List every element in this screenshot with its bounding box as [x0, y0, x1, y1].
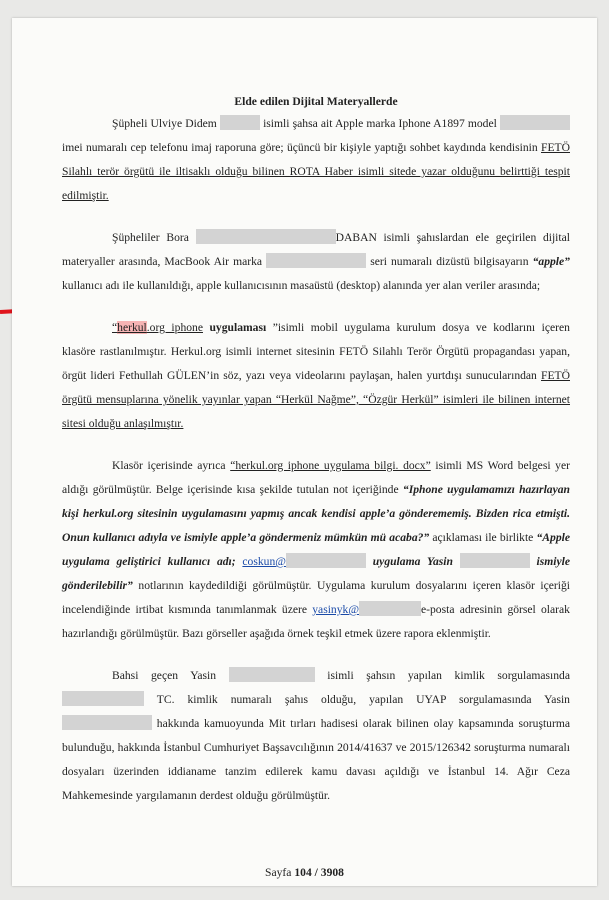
underlined-text: FETÖ Silahlı terör örgütü ile iltisaklı olduğu bilinen ROTA Haber isimli sitede yazar olduğunu belirttiği tespit edilmiştir. — [62, 141, 570, 202]
quoted-note: uygulama Yasin — [372, 555, 453, 568]
text: isimli şahsın yapılan kimlik sorgulamasında — [327, 669, 570, 682]
text: TC. kimlik numaralı şahıs olduğu, yapılan UYAP sorgulamasında Yasin — [156, 693, 570, 706]
redaction-block — [460, 553, 530, 568]
text: notlarının kaydedildiği görülmüştür. Uygulama kurulum dosyalarını içeren klasör içeriği incelendiğinde irtibat kısmında tanımlanmak üzere — [62, 579, 570, 616]
paragraph-4 — [62, 454, 570, 646]
text: Şüpheli Ulviye Didem — [112, 117, 217, 130]
redaction-block — [359, 601, 421, 616]
text: Klasör içerisinde ayrıca — [112, 459, 226, 472]
underlined-text: .org iphone — [146, 321, 203, 334]
section-title: Elde edilen Dijital Materyallerde — [234, 95, 398, 108]
document-page — [12, 18, 597, 886]
page-separator: / — [314, 866, 318, 879]
redaction-block — [229, 667, 315, 682]
text: açıklaması ile birlikte — [432, 531, 534, 544]
text: kullanıcı adı ile kullanıldığı, apple kullanıcısının masaüstü (desktop) alanında yer alan veriler arasında; — [62, 279, 541, 292]
page-footer — [12, 866, 597, 879]
text: ”isimli mobil uygulama kurulum dosya ve kodlarını içeren klasöre rastlanılmıştır. Herkul.org isimli internet sitesinin FETÖ Silahlı Terör Örgütü propagandası yapan, örgüt lideri Fethullah GÜLEN’in söz, yazı veya videolarını paylaşan, halen yurtdışı sunucularından — [62, 321, 570, 382]
text: imei numaralı cep telefonu imaj raporuna göre; üçüncü bir kişiyle yaptığı sohbet kaydında kendisinin — [62, 141, 538, 154]
quoted-note: “Apple uygulama geliştirici kullanıcı adı; — [62, 531, 570, 568]
redaction-block — [196, 229, 336, 244]
paragraph-5 — [62, 664, 570, 808]
filename-text: “herkul.org iphone uygulama bilgi. docx” — [230, 459, 431, 472]
redaction-block — [286, 553, 366, 568]
text: hakkında kamuoyunda Mit tırları hadisesi olarak bilinen olay kapsamında soruşturma bulunduğu, hakkında İstanbul Cumhuriyet Başsavcılığının 2014/41637 ve 2015/126342 soruşturma numaralı dosyaları üzerinden iddianame tanzim edilerek kamu davası açıldığı ve İstanbul 14. Ağır Ceza Mahkemesinde yargılamanın derdest olduğu görülmüştür. — [62, 717, 570, 802]
quote-mark: “ — [112, 321, 118, 334]
document-body — [62, 90, 570, 826]
page-number: 104 — [294, 866, 312, 879]
text: Bahsi geçen Yasin — [112, 669, 217, 682]
text: isimli MS Word belgesi yer aldığı görülmüştür. Belge içerisinde kısa şekilde tutulan not içeriğinde — [62, 459, 570, 496]
text: isimli şahsa ait Apple marka Iphone A1897 model — [263, 117, 497, 130]
quoted-note: ismiyle gönderilebilir” — [62, 555, 571, 592]
redaction-block — [62, 691, 144, 706]
text: Şüpheliler Bora — [112, 231, 189, 244]
paragraph-2 — [62, 226, 570, 298]
paragraph-3 — [62, 316, 570, 436]
email-link[interactable]: yasinyk@ — [312, 603, 359, 616]
redaction-block — [500, 115, 570, 130]
redaction-block — [62, 715, 152, 730]
redaction-block — [266, 253, 366, 268]
text: DABAN isimli şahıslardan ele geçirilen dijital materyaller arasında, MacBook Air marka — [62, 231, 570, 268]
email-link[interactable]: coskun@ — [242, 555, 286, 568]
footer-label: Sayfa — [265, 866, 292, 879]
highlighted-text: herkul — [117, 321, 147, 334]
total-pages: 3908 — [320, 866, 344, 879]
bold-text: uygulaması — [209, 321, 267, 334]
paragraph-1 — [62, 112, 570, 208]
quoted-note: “Iphone uygulamamızı hazırlayan kişi herkul.org sitesinin uygulamasını yapmış ancak kendisi apple’a gönderememiş. Bizden rica etmişti. Onun kullanıcı adıyla ve ismiyle apple’a göndermeniz mümkün mü acaba?” — [62, 483, 570, 544]
text: seri numaralı dizüstü bilgisayarın — [370, 255, 529, 268]
redaction-block — [220, 115, 260, 130]
text: e-posta adresinin görsel olarak hazırlandığı görülmüştür. Bazı görseller aşağıda örnek teşkil etmek üzere rapora eklenmiştir. — [62, 603, 570, 640]
underlined-text: FETÖ örgütü mensuplarına yönelik yayınlar yapan “Herkül Nağme”, “Özgür Herkül” isimleri ile bilinen internet sitesi olduğu anlaşılmıştır. — [62, 369, 570, 430]
apple-username: “apple” — [532, 255, 570, 268]
